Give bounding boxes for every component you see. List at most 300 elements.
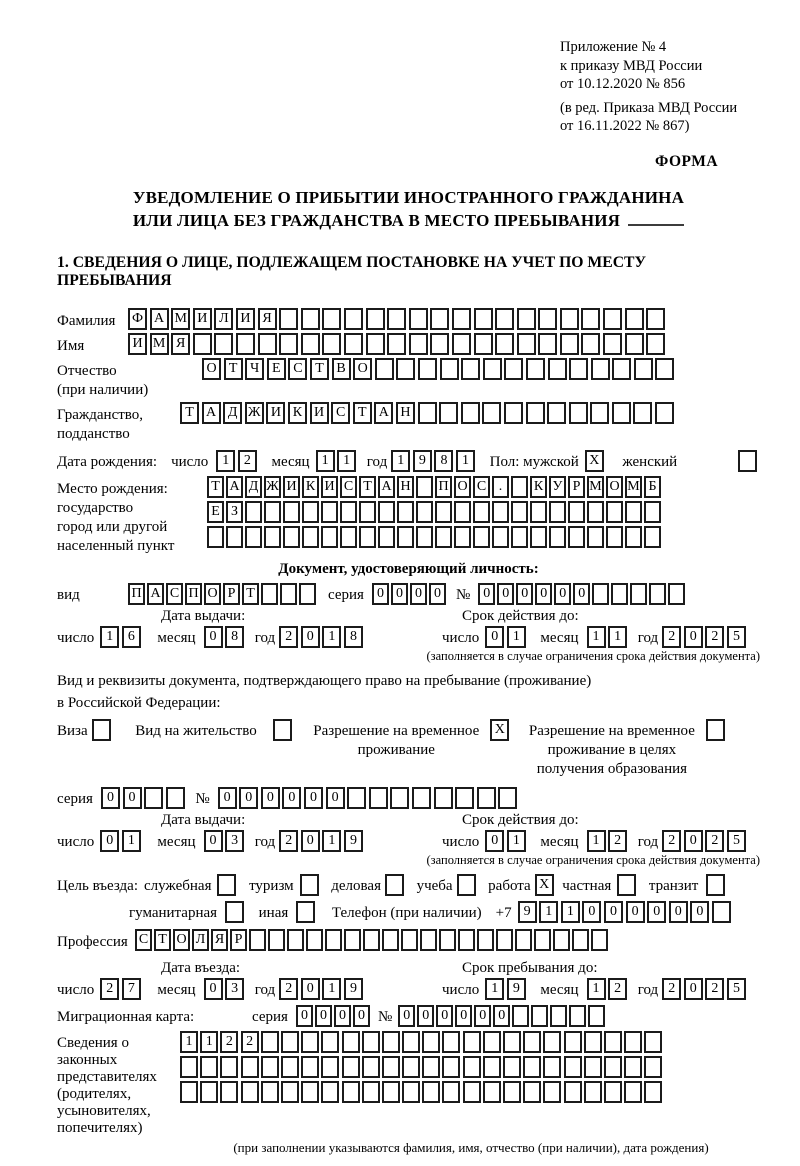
char-box[interactable] [543, 1031, 561, 1053]
char-box[interactable]: 3 [225, 978, 244, 1000]
char-box[interactable] [258, 333, 277, 355]
char-box[interactable] [587, 501, 604, 523]
char-box[interactable]: 0 [398, 1005, 415, 1027]
char-box[interactable]: О [202, 358, 221, 380]
char-box[interactable]: Ж [245, 402, 264, 424]
char-box[interactable] [548, 358, 567, 380]
char-box[interactable]: 0 [204, 626, 223, 648]
char-box[interactable] [644, 1056, 662, 1078]
char-box[interactable] [473, 501, 490, 523]
char-box[interactable] [530, 526, 547, 548]
char-box[interactable] [625, 333, 644, 355]
char-box[interactable] [461, 358, 480, 380]
char-box[interactable] [302, 501, 319, 523]
char-box[interactable] [387, 308, 406, 330]
char-box[interactable] [591, 358, 610, 380]
char-box[interactable] [655, 402, 674, 424]
char-box[interactable] [362, 1056, 380, 1078]
char-box[interactable] [625, 308, 644, 330]
char-box[interactable] [624, 1056, 642, 1078]
char-box[interactable] [416, 526, 433, 548]
char-box[interactable] [283, 526, 300, 548]
char-box[interactable] [281, 1081, 299, 1103]
char-box[interactable] [369, 787, 388, 809]
char-box[interactable] [220, 1056, 238, 1078]
char-box[interactable] [568, 526, 585, 548]
char-box[interactable] [412, 787, 431, 809]
char-box[interactable] [387, 333, 406, 355]
char-box[interactable] [214, 333, 233, 355]
char-box[interactable] [590, 402, 609, 424]
char-box[interactable]: П [185, 583, 202, 605]
char-box[interactable] [553, 929, 570, 951]
char-box[interactable] [452, 333, 471, 355]
char-box[interactable]: В [332, 358, 351, 380]
char-box[interactable] [572, 929, 589, 951]
char-box[interactable] [301, 333, 320, 355]
char-box[interactable] [452, 308, 471, 330]
char-box[interactable] [409, 333, 428, 355]
char-box[interactable] [378, 526, 395, 548]
purpose-study-checkbox[interactable] [457, 874, 476, 896]
char-box[interactable] [603, 333, 622, 355]
char-box[interactable] [530, 501, 547, 523]
char-box[interactable]: 0 [204, 978, 223, 1000]
char-box[interactable]: О [454, 476, 471, 498]
char-box[interactable]: Т [242, 583, 259, 605]
char-box[interactable] [418, 358, 437, 380]
char-box[interactable]: 1 [100, 626, 119, 648]
char-box[interactable] [455, 787, 474, 809]
char-box[interactable] [382, 1081, 400, 1103]
char-box[interactable] [435, 526, 452, 548]
char-box[interactable] [299, 583, 316, 605]
char-box[interactable]: О [606, 476, 623, 498]
char-box[interactable]: А [150, 308, 169, 330]
char-box[interactable]: 5 [727, 830, 746, 852]
char-box[interactable] [200, 1056, 218, 1078]
char-box[interactable] [581, 308, 600, 330]
char-box[interactable] [523, 1031, 541, 1053]
char-box[interactable]: 0 [410, 583, 427, 605]
char-box[interactable]: 2 [220, 1031, 238, 1053]
char-box[interactable]: А [226, 476, 243, 498]
char-box[interactable]: 0 [582, 901, 601, 923]
char-box[interactable]: Е [267, 358, 286, 380]
char-box[interactable]: 2 [608, 978, 627, 1000]
char-box[interactable]: Е [207, 501, 224, 523]
char-box[interactable] [359, 526, 376, 548]
char-box[interactable]: О [353, 358, 372, 380]
char-box[interactable] [496, 929, 513, 951]
char-box[interactable]: . [492, 476, 509, 498]
char-box[interactable] [560, 333, 579, 355]
char-box[interactable]: 1 [337, 450, 356, 472]
char-box[interactable]: С [288, 358, 307, 380]
char-box[interactable]: 8 [434, 450, 453, 472]
char-box[interactable] [207, 526, 224, 548]
char-box[interactable] [512, 1005, 529, 1027]
char-box[interactable] [434, 787, 453, 809]
char-box[interactable]: М [625, 476, 642, 498]
male-checkbox[interactable]: X [585, 450, 604, 472]
char-box[interactable] [568, 501, 585, 523]
char-box[interactable] [587, 526, 604, 548]
char-box[interactable] [245, 526, 262, 548]
char-box[interactable]: 0 [684, 978, 703, 1000]
char-box[interactable]: 0 [296, 1005, 313, 1027]
char-box[interactable] [606, 501, 623, 523]
char-box[interactable] [712, 901, 731, 923]
char-box[interactable]: Д [223, 402, 242, 424]
char-box[interactable] [482, 402, 501, 424]
char-box[interactable] [461, 402, 480, 424]
char-box[interactable]: Т [310, 358, 329, 380]
char-box[interactable] [603, 308, 622, 330]
char-box[interactable]: 9 [344, 830, 363, 852]
char-box[interactable]: 0 [334, 1005, 351, 1027]
char-box[interactable] [569, 1005, 586, 1027]
char-box[interactable] [301, 1031, 319, 1053]
visa-checkbox[interactable] [92, 719, 111, 741]
char-box[interactable]: 0 [493, 1005, 510, 1027]
char-box[interactable]: 1 [180, 1031, 198, 1053]
char-box[interactable] [363, 929, 380, 951]
char-box[interactable] [604, 1081, 622, 1103]
char-box[interactable]: 0 [485, 830, 504, 852]
char-box[interactable]: Ф [128, 308, 147, 330]
char-box[interactable]: 3 [225, 830, 244, 852]
char-box[interactable] [646, 308, 665, 330]
char-box[interactable] [397, 526, 414, 548]
char-box[interactable]: 2 [279, 830, 298, 852]
char-box[interactable]: 2 [705, 830, 724, 852]
char-box[interactable] [492, 526, 509, 548]
char-box[interactable] [261, 583, 278, 605]
char-box[interactable] [483, 1081, 501, 1103]
char-box[interactable]: И [236, 308, 255, 330]
char-box[interactable]: Р [230, 929, 247, 951]
char-box[interactable] [430, 333, 449, 355]
char-box[interactable] [236, 333, 255, 355]
char-box[interactable]: 0 [436, 1005, 453, 1027]
char-box[interactable]: З [226, 501, 243, 523]
char-box[interactable] [442, 1031, 460, 1053]
char-box[interactable]: Н [397, 476, 414, 498]
char-box[interactable] [523, 1081, 541, 1103]
char-box[interactable] [325, 929, 342, 951]
char-box[interactable]: 1 [608, 626, 627, 648]
char-box[interactable]: 1 [539, 901, 558, 923]
char-box[interactable] [268, 929, 285, 951]
char-box[interactable] [144, 787, 163, 809]
char-box[interactable] [483, 1031, 501, 1053]
char-box[interactable] [301, 1081, 319, 1103]
char-box[interactable] [483, 1056, 501, 1078]
char-box[interactable] [511, 501, 528, 523]
char-box[interactable]: 0 [304, 787, 323, 809]
char-box[interactable]: Н [396, 402, 415, 424]
char-box[interactable]: А [378, 476, 395, 498]
char-box[interactable]: Р [568, 476, 585, 498]
char-box[interactable] [569, 358, 588, 380]
char-box[interactable] [584, 1056, 602, 1078]
char-box[interactable] [340, 526, 357, 548]
char-box[interactable] [378, 501, 395, 523]
char-box[interactable] [624, 1031, 642, 1053]
char-box[interactable] [454, 501, 471, 523]
char-box[interactable] [321, 1031, 339, 1053]
char-box[interactable]: У [549, 476, 566, 498]
char-box[interactable]: 1 [561, 901, 580, 923]
char-box[interactable] [655, 358, 674, 380]
char-box[interactable] [382, 929, 399, 951]
char-box[interactable]: 0 [690, 901, 709, 923]
char-box[interactable] [511, 476, 528, 498]
char-box[interactable] [477, 929, 494, 951]
purpose-work-checkbox[interactable]: X [535, 874, 554, 896]
char-box[interactable] [301, 308, 320, 330]
char-box[interactable]: 1 [456, 450, 475, 472]
char-box[interactable] [549, 501, 566, 523]
char-box[interactable] [498, 787, 517, 809]
char-box[interactable] [534, 929, 551, 951]
char-box[interactable] [581, 333, 600, 355]
char-box[interactable]: Л [214, 308, 233, 330]
char-box[interactable]: О [173, 929, 190, 951]
char-box[interactable]: 0 [353, 1005, 370, 1027]
char-box[interactable]: 0 [315, 1005, 332, 1027]
char-box[interactable] [382, 1056, 400, 1078]
purpose-tourism-checkbox[interactable] [300, 874, 319, 896]
char-box[interactable] [584, 1031, 602, 1053]
char-box[interactable]: А [147, 583, 164, 605]
purpose-private-checkbox[interactable] [617, 874, 636, 896]
char-box[interactable]: 2 [279, 626, 298, 648]
char-box[interactable] [517, 333, 536, 355]
education-residence-checkbox[interactable] [706, 719, 725, 741]
char-box[interactable] [504, 358, 523, 380]
char-box[interactable] [302, 526, 319, 548]
char-box[interactable] [409, 308, 428, 330]
char-box[interactable] [474, 333, 493, 355]
char-box[interactable] [531, 1005, 548, 1027]
char-box[interactable]: Р [223, 583, 240, 605]
char-box[interactable] [166, 787, 185, 809]
char-box[interactable]: А [374, 402, 393, 424]
char-box[interactable]: С [473, 476, 490, 498]
char-box[interactable] [280, 583, 297, 605]
char-box[interactable] [612, 358, 631, 380]
purpose-official-checkbox[interactable] [217, 874, 236, 896]
char-box[interactable]: 0 [516, 583, 533, 605]
char-box[interactable] [503, 1031, 521, 1053]
char-box[interactable] [634, 358, 653, 380]
char-box[interactable]: 5 [727, 978, 746, 1000]
char-box[interactable] [442, 1056, 460, 1078]
char-box[interactable] [401, 929, 418, 951]
char-box[interactable] [245, 501, 262, 523]
char-box[interactable] [625, 526, 642, 548]
char-box[interactable]: И [310, 402, 329, 424]
char-box[interactable] [492, 501, 509, 523]
char-box[interactable] [344, 929, 361, 951]
char-box[interactable] [362, 1031, 380, 1053]
char-box[interactable] [420, 929, 437, 951]
char-box[interactable] [592, 583, 609, 605]
char-box[interactable] [564, 1056, 582, 1078]
char-box[interactable]: 2 [241, 1031, 259, 1053]
char-box[interactable] [283, 501, 300, 523]
char-box[interactable]: Ч [245, 358, 264, 380]
char-box[interactable]: П [435, 476, 452, 498]
char-box[interactable] [495, 308, 514, 330]
char-box[interactable]: Ж [264, 476, 281, 498]
char-box[interactable]: Я [211, 929, 228, 951]
char-box[interactable] [390, 787, 409, 809]
char-box[interactable] [569, 402, 588, 424]
char-box[interactable] [463, 1081, 481, 1103]
char-box[interactable] [435, 501, 452, 523]
char-box[interactable]: 2 [279, 978, 298, 1000]
char-box[interactable]: 5 [727, 626, 746, 648]
char-box[interactable] [549, 526, 566, 548]
char-box[interactable]: 2 [608, 830, 627, 852]
char-box[interactable]: 2 [662, 830, 681, 852]
char-box[interactable] [340, 501, 357, 523]
char-box[interactable] [322, 308, 341, 330]
char-box[interactable] [538, 333, 557, 355]
char-box[interactable]: 2 [662, 626, 681, 648]
char-box[interactable] [463, 1056, 481, 1078]
char-box[interactable] [301, 1056, 319, 1078]
char-box[interactable] [649, 583, 666, 605]
char-box[interactable] [474, 308, 493, 330]
char-box[interactable] [264, 526, 281, 548]
char-box[interactable]: 0 [474, 1005, 491, 1027]
char-box[interactable] [458, 929, 475, 951]
char-box[interactable]: 0 [535, 583, 552, 605]
char-box[interactable] [347, 787, 366, 809]
char-box[interactable]: 1 [322, 626, 341, 648]
char-box[interactable]: Т [353, 402, 372, 424]
char-box[interactable]: 0 [684, 830, 703, 852]
char-box[interactable] [220, 1081, 238, 1103]
char-box[interactable] [321, 526, 338, 548]
char-box[interactable] [644, 501, 661, 523]
char-box[interactable] [503, 1081, 521, 1103]
char-box[interactable] [249, 929, 266, 951]
char-box[interactable] [644, 1081, 662, 1103]
char-box[interactable] [226, 526, 243, 548]
char-box[interactable] [416, 476, 433, 498]
char-box[interactable]: 0 [301, 830, 320, 852]
char-box[interactable] [306, 929, 323, 951]
char-box[interactable] [264, 501, 281, 523]
char-box[interactable] [193, 333, 212, 355]
char-box[interactable]: Т [154, 929, 171, 951]
char-box[interactable]: А [202, 402, 221, 424]
char-box[interactable]: Т [180, 402, 199, 424]
char-box[interactable]: 1 [507, 830, 526, 852]
char-box[interactable]: 1 [322, 978, 341, 1000]
char-box[interactable]: 9 [344, 978, 363, 1000]
char-box[interactable] [322, 333, 341, 355]
char-box[interactable]: М [587, 476, 604, 498]
char-box[interactable] [241, 1056, 259, 1078]
char-box[interactable]: 1 [587, 978, 606, 1000]
char-box[interactable] [504, 402, 523, 424]
char-box[interactable]: 0 [554, 583, 571, 605]
char-box[interactable] [439, 929, 456, 951]
char-box[interactable]: И [283, 476, 300, 498]
char-box[interactable] [440, 358, 459, 380]
purpose-humanitarian-checkbox[interactable] [225, 901, 244, 923]
char-box[interactable] [526, 402, 545, 424]
char-box[interactable]: 0 [647, 901, 666, 923]
char-box[interactable] [523, 1056, 541, 1078]
residence-permit-checkbox[interactable] [273, 719, 292, 741]
char-box[interactable] [588, 1005, 605, 1027]
char-box[interactable]: Т [359, 476, 376, 498]
char-box[interactable] [261, 1081, 279, 1103]
char-box[interactable]: К [302, 476, 319, 498]
char-box[interactable] [550, 1005, 567, 1027]
char-box[interactable] [402, 1056, 420, 1078]
char-box[interactable]: 9 [507, 978, 526, 1000]
char-box[interactable]: 0 [478, 583, 495, 605]
char-box[interactable]: С [340, 476, 357, 498]
char-box[interactable] [511, 526, 528, 548]
char-box[interactable] [422, 1081, 440, 1103]
char-box[interactable]: 0 [391, 583, 408, 605]
char-box[interactable]: Б [644, 476, 661, 498]
char-box[interactable]: 6 [122, 626, 141, 648]
char-box[interactable]: 2 [662, 978, 681, 1000]
char-box[interactable]: 9 [413, 450, 432, 472]
char-box[interactable] [382, 1031, 400, 1053]
char-box[interactable]: 0 [604, 901, 623, 923]
char-box[interactable]: 1 [216, 450, 235, 472]
char-box[interactable]: 0 [239, 787, 258, 809]
char-box[interactable]: 0 [669, 901, 688, 923]
char-box[interactable]: 0 [684, 626, 703, 648]
char-box[interactable] [633, 402, 652, 424]
char-box[interactable] [612, 402, 631, 424]
char-box[interactable]: 0 [455, 1005, 472, 1027]
char-box[interactable] [279, 333, 298, 355]
char-box[interactable] [287, 929, 304, 951]
char-box[interactable]: Т [224, 358, 243, 380]
char-box[interactable] [422, 1056, 440, 1078]
char-box[interactable]: 0 [218, 787, 237, 809]
char-box[interactable] [200, 1081, 218, 1103]
char-box[interactable]: С [166, 583, 183, 605]
char-box[interactable]: 7 [122, 978, 141, 1000]
char-box[interactable]: 0 [301, 978, 320, 1000]
purpose-business-checkbox[interactable] [385, 874, 404, 896]
char-box[interactable]: 0 [497, 583, 514, 605]
char-box[interactable] [591, 929, 608, 951]
char-box[interactable] [439, 402, 458, 424]
char-box[interactable]: 1 [122, 830, 141, 852]
char-box[interactable]: Я [258, 308, 277, 330]
char-box[interactable] [375, 358, 394, 380]
char-box[interactable] [418, 402, 437, 424]
char-box[interactable] [281, 1056, 299, 1078]
char-box[interactable]: 1 [485, 978, 504, 1000]
char-box[interactable]: 0 [301, 626, 320, 648]
